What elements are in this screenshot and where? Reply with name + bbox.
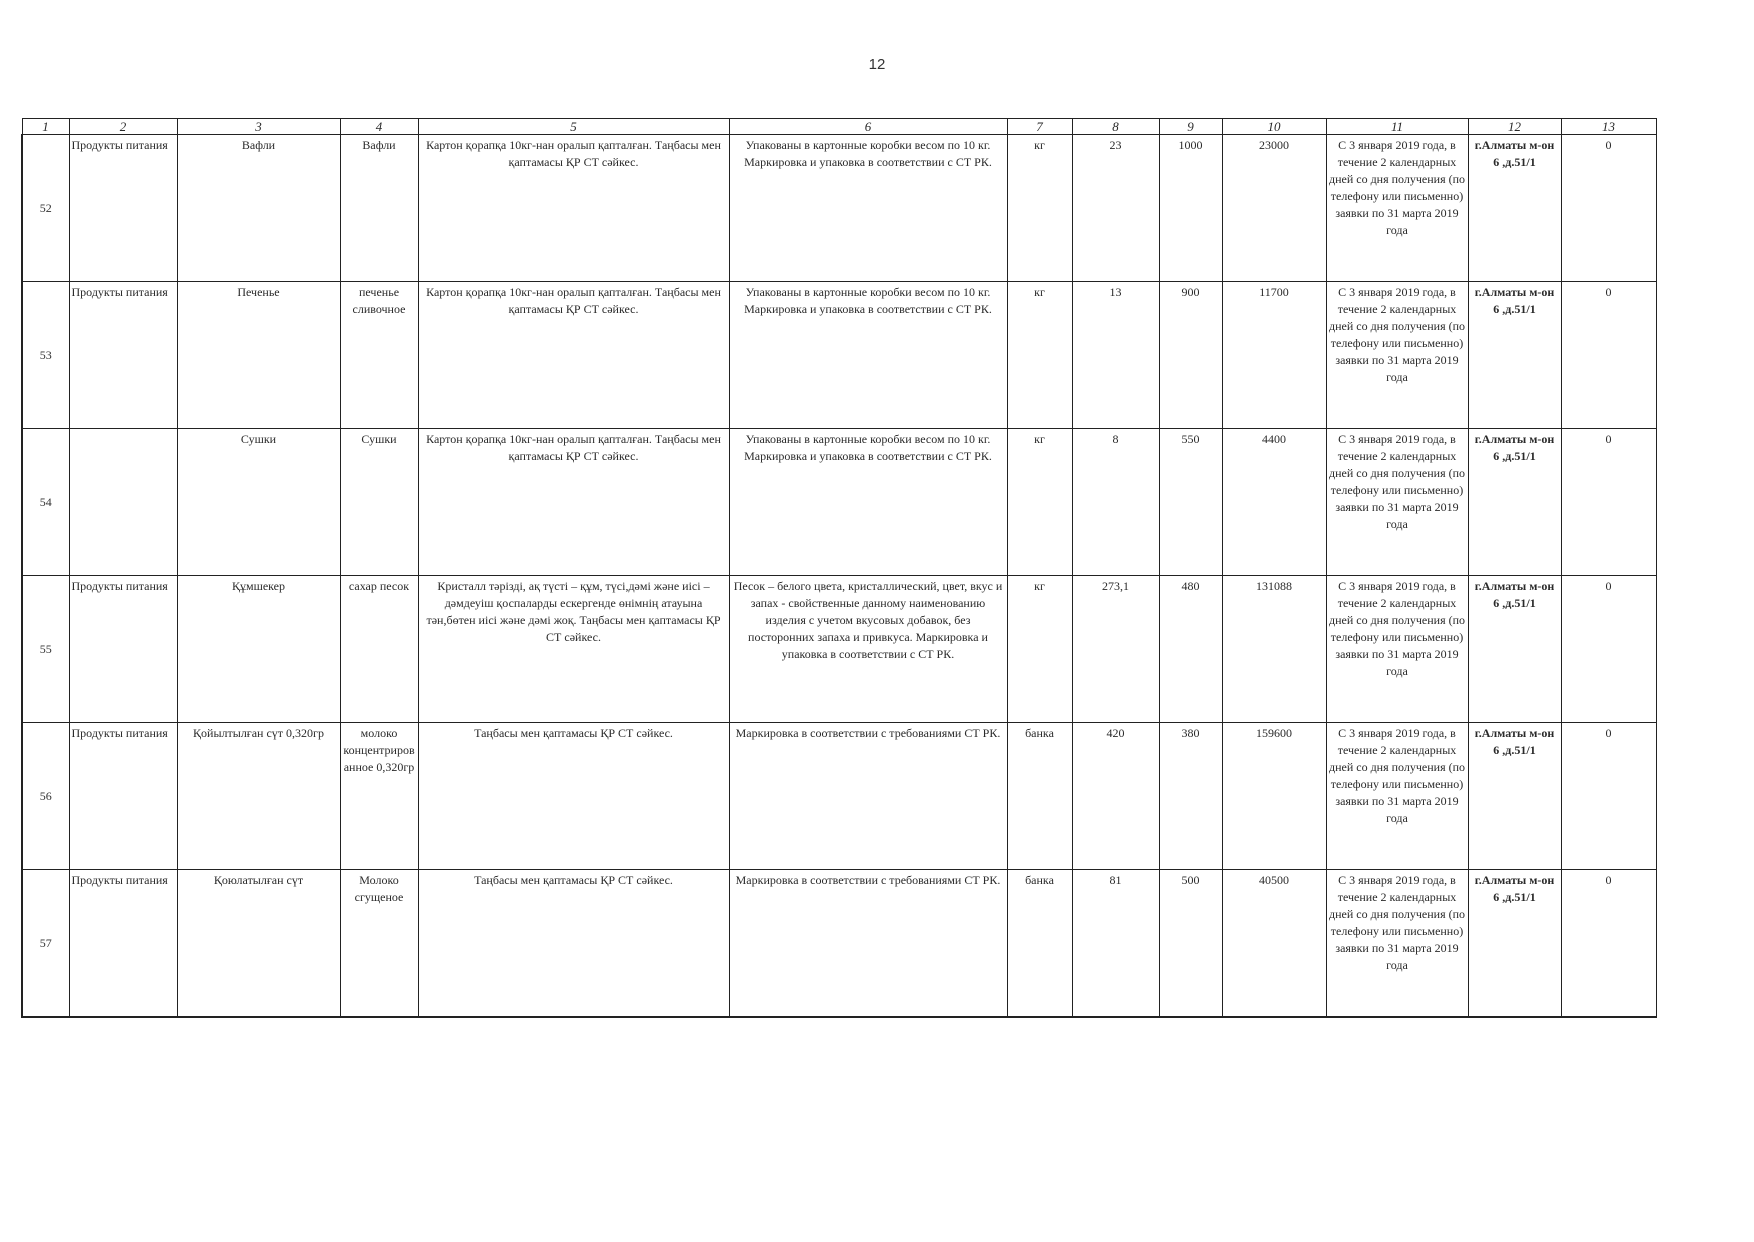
table-row bbox=[22, 429, 1656, 576]
delivery-place-cell: г.Алматы м-он 6 ,д.51/1 bbox=[1468, 870, 1561, 1018]
name-kz-cell: Сушки bbox=[177, 429, 340, 576]
description-ru-cell: Упакованы в картонные коробки весом по 10 кг. Маркировка и упаковка в соответствии с СТ РК. bbox=[729, 135, 1007, 282]
category-cell: Продукты питания bbox=[69, 135, 177, 282]
name-ru-cell: сахар песок bbox=[340, 576, 418, 723]
category-cell bbox=[69, 429, 177, 576]
name-kz-cell: Печенье bbox=[177, 282, 340, 429]
quantity-cell: 420 bbox=[1072, 723, 1159, 870]
header-cell: 11 bbox=[1326, 119, 1468, 135]
table-row bbox=[22, 576, 1656, 723]
table-row bbox=[22, 723, 1656, 870]
row-number-cell: 57 bbox=[22, 870, 69, 1018]
description-kz-cell: Таңбасы мен қаптамасы ҚР СТ сәйкес. bbox=[418, 870, 729, 1018]
sum-cell: 23000 bbox=[1222, 135, 1326, 282]
price-cell: 480 bbox=[1159, 576, 1222, 723]
header-cell: 1 bbox=[22, 119, 69, 135]
header-cell: 12 bbox=[1468, 119, 1561, 135]
unit-cell: кг bbox=[1007, 135, 1072, 282]
name-ru-cell: Вафли bbox=[340, 135, 418, 282]
header-cell: 3 bbox=[177, 119, 340, 135]
delivery-terms-cell: С 3 января 2019 года, в течение 2 календарных дней со дня получения (по телефону или письменно) заявки по 31 марта 2019 года bbox=[1326, 576, 1468, 723]
unit-cell: кг bbox=[1007, 576, 1072, 723]
header-cell: 10 bbox=[1222, 119, 1326, 135]
delivery-terms-cell: С 3 января 2019 года, в течение 2 календарных дней со дня получения (по телефону или письменно) заявки по 31 марта 2019 года bbox=[1326, 723, 1468, 870]
quantity-cell: 23 bbox=[1072, 135, 1159, 282]
description-kz-cell: Картон қорапқа 10кг-нан оралып қапталған. Таңбасы мен қаптамасы ҚР СТ сәйкес. bbox=[418, 282, 729, 429]
table-row bbox=[22, 135, 1656, 282]
procurement-table bbox=[21, 118, 1657, 1018]
category-cell: Продукты питания bbox=[69, 576, 177, 723]
unit-cell: кг bbox=[1007, 429, 1072, 576]
advance-cell: 0 bbox=[1561, 576, 1656, 723]
header-cell: 13 bbox=[1561, 119, 1656, 135]
name-ru-cell: молоко концентрированное 0,320гр bbox=[340, 723, 418, 870]
delivery-terms-cell: С 3 января 2019 года, в течение 2 календарных дней со дня получения (по телефону или письменно) заявки по 31 марта 2019 года bbox=[1326, 870, 1468, 1018]
header-cell: 6 bbox=[729, 119, 1007, 135]
name-ru-cell: Сушки bbox=[340, 429, 418, 576]
advance-cell: 0 bbox=[1561, 282, 1656, 429]
table-row bbox=[22, 870, 1656, 1018]
description-ru-cell: Упакованы в картонные коробки весом по 10 кг. Маркировка и упаковка в соответствии с СТ РК. bbox=[729, 282, 1007, 429]
delivery-terms-cell: С 3 января 2019 года, в течение 2 календарных дней со дня получения (по телефону или письменно) заявки по 31 марта 2019 года bbox=[1326, 429, 1468, 576]
sum-cell: 4400 bbox=[1222, 429, 1326, 576]
description-kz-cell: Картон қорапқа 10кг-нан оралып қапталған. Таңбасы мен қаптамасы ҚР СТ сәйкес. bbox=[418, 429, 729, 576]
advance-cell: 0 bbox=[1561, 723, 1656, 870]
quantity-cell: 13 bbox=[1072, 282, 1159, 429]
header-row bbox=[22, 119, 1656, 135]
category-cell: Продукты питания bbox=[69, 723, 177, 870]
quantity-cell: 8 bbox=[1072, 429, 1159, 576]
row-number-cell: 56 bbox=[22, 723, 69, 870]
row-number-cell: 53 bbox=[22, 282, 69, 429]
sum-cell: 131088 bbox=[1222, 576, 1326, 723]
delivery-terms-cell: С 3 января 2019 года, в течение 2 календарных дней со дня получения (по телефону или письменно) заявки по 31 марта 2019 года bbox=[1326, 135, 1468, 282]
sum-cell: 40500 bbox=[1222, 870, 1326, 1018]
name-kz-cell: Қоюлатылған сүт bbox=[177, 870, 340, 1018]
description-kz-cell: Кристалл тәрізді, ақ түсті – құм, түсі,дәмі және иісі – дәмдеуіш қоспаларды ескергенде өнімнің атауына тән,бөтен иісі және дәмі жоқ. Таңбасы мен қаптамасы ҚР СТ сәйкес. bbox=[418, 576, 729, 723]
quantity-cell: 273,1 bbox=[1072, 576, 1159, 723]
table-row bbox=[22, 282, 1656, 429]
page-number: 12 bbox=[868, 56, 886, 73]
name-ru-cell: печенье сливочное bbox=[340, 282, 418, 429]
description-kz-cell: Картон қорапқа 10кг-нан оралып қапталған. Таңбасы мен қаптамасы ҚР СТ сәйкес. bbox=[418, 135, 729, 282]
delivery-place-cell: г.Алматы м-он 6 ,д.51/1 bbox=[1468, 135, 1561, 282]
advance-cell: 0 bbox=[1561, 870, 1656, 1018]
description-ru-cell: Маркировка в соответствии с требованиями СТ РК. bbox=[729, 870, 1007, 1018]
header-cell: 9 bbox=[1159, 119, 1222, 135]
delivery-place-cell: г.Алматы м-он 6 ,д.51/1 bbox=[1468, 723, 1561, 870]
price-cell: 1000 bbox=[1159, 135, 1222, 282]
header-cell: 5 bbox=[418, 119, 729, 135]
category-cell: Продукты питания bbox=[69, 282, 177, 429]
advance-cell: 0 bbox=[1561, 135, 1656, 282]
name-kz-cell: Құмшекер bbox=[177, 576, 340, 723]
price-cell: 380 bbox=[1159, 723, 1222, 870]
header-cell: 7 bbox=[1007, 119, 1072, 135]
description-kz-cell: Таңбасы мен қаптамасы ҚР СТ сәйкес. bbox=[418, 723, 729, 870]
price-cell: 900 bbox=[1159, 282, 1222, 429]
description-ru-cell: Маркировка в соответствии с требованиями СТ РК. bbox=[729, 723, 1007, 870]
sum-cell: 11700 bbox=[1222, 282, 1326, 429]
name-ru-cell: Молоко сгущеное bbox=[340, 870, 418, 1018]
description-ru-cell: Упакованы в картонные коробки весом по 10 кг. Маркировка и упаковка в соответствии с СТ РК. bbox=[729, 429, 1007, 576]
description-ru-cell: Песок – белого цвета, кристаллический, цвет, вкус и запах - свойственные данному наименованию изделия с учетом вкусовых добавок, без посторонних запаха и привкуса. Маркировка и упаковка в соответствии с СТ РК. bbox=[729, 576, 1007, 723]
header-cell: 4 bbox=[340, 119, 418, 135]
row-number-cell: 52 bbox=[22, 135, 69, 282]
advance-cell: 0 bbox=[1561, 429, 1656, 576]
delivery-terms-cell: С 3 января 2019 года, в течение 2 календарных дней со дня получения (по телефону или письменно) заявки по 31 марта 2019 года bbox=[1326, 282, 1468, 429]
header-cell: 8 bbox=[1072, 119, 1159, 135]
delivery-place-cell: г.Алматы м-он 6 ,д.51/1 bbox=[1468, 429, 1561, 576]
unit-cell: кг bbox=[1007, 282, 1072, 429]
quantity-cell: 81 bbox=[1072, 870, 1159, 1018]
unit-cell: банка bbox=[1007, 870, 1072, 1018]
price-cell: 550 bbox=[1159, 429, 1222, 576]
category-cell: Продукты питания bbox=[69, 870, 177, 1018]
row-number-cell: 55 bbox=[22, 576, 69, 723]
delivery-place-cell: г.Алматы м-он 6 ,д.51/1 bbox=[1468, 576, 1561, 723]
delivery-place-cell: г.Алматы м-он 6 ,д.51/1 bbox=[1468, 282, 1561, 429]
unit-cell: банка bbox=[1007, 723, 1072, 870]
sum-cell: 159600 bbox=[1222, 723, 1326, 870]
name-kz-cell: Вафли bbox=[177, 135, 340, 282]
name-kz-cell: Қойылтылған сүт 0,320гр bbox=[177, 723, 340, 870]
row-number-cell: 54 bbox=[22, 429, 69, 576]
header-cell: 2 bbox=[69, 119, 177, 135]
price-cell: 500 bbox=[1159, 870, 1222, 1018]
